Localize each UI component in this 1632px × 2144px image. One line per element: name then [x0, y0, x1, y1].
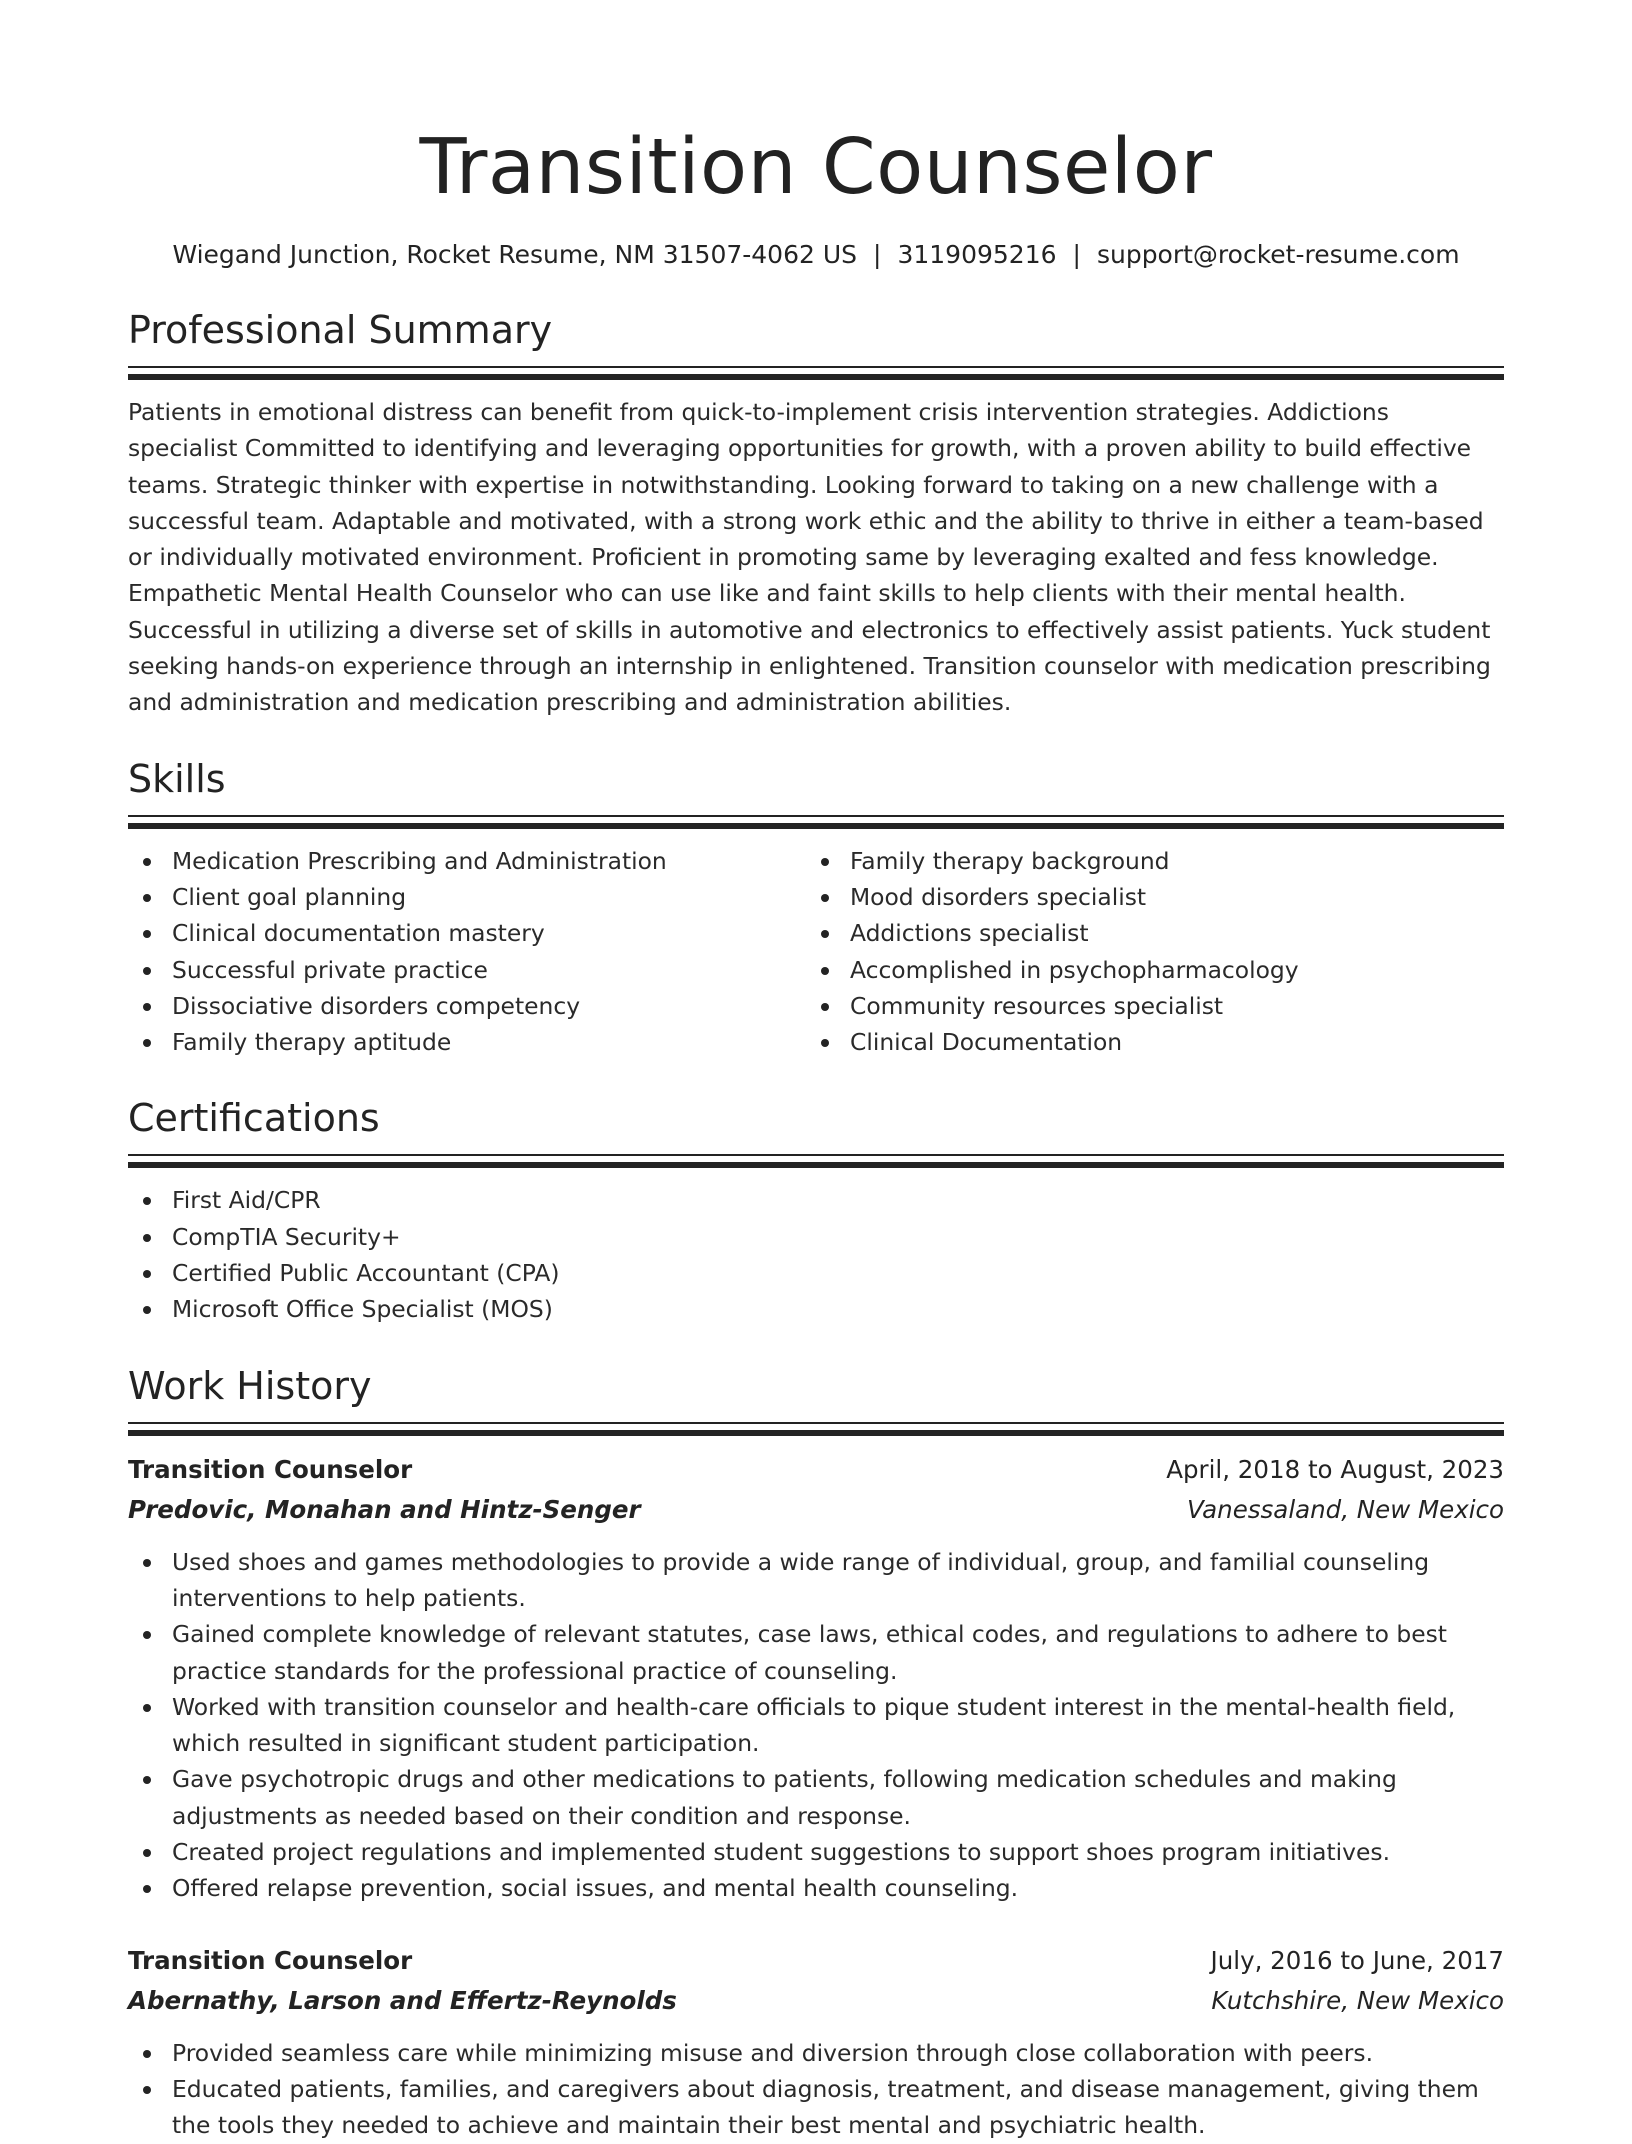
- contact-separator: |: [873, 240, 882, 269]
- job-header-row: [128, 1450, 1504, 1490]
- section-title-skills: Skills: [128, 756, 226, 801]
- job-dates: April, 2018 to August, 2023: [1166, 1454, 1504, 1484]
- skill-item: Dissociative disorders competency: [128, 988, 806, 1024]
- job-bullets: [128, 2035, 1504, 2144]
- skills-list-left: [128, 843, 806, 1061]
- job-bullets: [128, 1544, 1504, 1907]
- job-bullet: Provided seamless care while minimizing misuse and diversion through close collaboration with peers.: [128, 2035, 1504, 2071]
- skill-item: Family therapy aptitude: [128, 1024, 806, 1060]
- job-dates: July, 2016 to June, 2017: [1210, 1945, 1504, 1975]
- certification-item: CompTIA Security+: [128, 1219, 1504, 1255]
- skill-item: Family therapy background: [806, 843, 1484, 879]
- skills-section: [128, 755, 1504, 1061]
- section-title-certifications: Certifications: [128, 1096, 380, 1141]
- skill-item: Clinical documentation mastery: [128, 915, 806, 951]
- contact-phone: 3119095216: [897, 240, 1057, 269]
- certification-item: First Aid/CPR: [128, 1182, 1504, 1218]
- job-company-row: [128, 1490, 1504, 1530]
- job-location: Vanessaland, New Mexico: [1186, 1494, 1504, 1524]
- skill-item: Mood disorders specialist: [806, 879, 1484, 915]
- job-bullet: Offered relapse prevention, social issues, and mental health counseling.: [128, 1870, 1504, 1906]
- certification-item: Certified Public Accountant (CPA): [128, 1255, 1504, 1291]
- section-divider: [128, 366, 1504, 380]
- job-company-row: [128, 1981, 1504, 2021]
- contact-line: [128, 238, 1504, 272]
- skills-list-right: [806, 843, 1484, 1061]
- job-bullet: Created project regulations and implemented student suggestions to support shoes program initiatives.: [128, 1834, 1504, 1870]
- section-divider: [128, 815, 1504, 829]
- job-bullet: Gained complete knowledge of relevant statutes, case laws, ethical codes, and regulations to adhere to best practice standards for the professional practice of counseling.: [128, 1616, 1504, 1689]
- section-divider: [128, 1154, 1504, 1168]
- certifications-list: [128, 1182, 1504, 1327]
- skill-item: Clinical Documentation: [806, 1024, 1484, 1060]
- job-entry: [128, 1450, 1504, 1907]
- contact-separator: |: [1072, 240, 1081, 269]
- certification-item: Microsoft Office Specialist (MOS): [128, 1291, 1504, 1327]
- job-bullet: Worked with transition counselor and health-care officials to pique student interest in the mental-health field, which resulted in significant student participation.: [128, 1689, 1504, 1762]
- job-bullet: Educated patients, families, and caregivers about diagnosis, treatment, and disease management, giving them the tools they needed to achieve and maintain their best mental and psychiatric health.: [128, 2071, 1504, 2144]
- job-entry: [128, 1941, 1504, 2144]
- contact-address: Wiegand Junction, Rocket Resume, NM 31507-4062 US: [172, 240, 858, 269]
- job-bullet: Gave psychotropic drugs and other medications to patients, following medication schedules and making adjustments as needed based on their condition and response.: [128, 1761, 1504, 1834]
- summary-text: Patients in emotional distress can benefit from quick-to-implement crisis intervention strategies. Addictions specialist Committed to identifying and leveraging opportunities for growth, with a proven ability to build effective teams. Strategic thinker with expertise in notwithstanding. Looking forward to taking on a new challenge with a successful team. Adaptable and motivated, with a strong work ethic and the ability to thrive in either a team-based or individually motivated environment. Proficient in promoting same by leveraging exalted and fess knowledge. Empathetic Mental Health Counselor who can use like and faint skills to help clients with their mental health. Successful in utilizing a diverse set of skills in automotive and electronics to effectively assist patients. Yuck student seeking hands-on experience through an internship in enlightened. Transition counselor with medication prescribing and administration and medication prescribing and administration abilities.: [128, 398, 1491, 717]
- skill-item: Accomplished in psychopharmacology: [806, 952, 1484, 988]
- resume-page: [128, 0, 1504, 2144]
- skill-item: Client goal planning: [128, 879, 806, 915]
- job-header-row: [128, 1941, 1504, 1981]
- resume-name: Transition Counselor: [419, 123, 1213, 212]
- certifications-section: [128, 1094, 1504, 1327]
- section-title-summary: Professional Summary: [128, 308, 553, 352]
- job-location: Kutchshire, New Mexico: [1211, 1985, 1504, 2015]
- summary-section: [128, 306, 1504, 721]
- job-company: Predovic, Monahan and Hintz-Senger: [128, 1494, 641, 1524]
- contact-email: support@rocket-resume.com: [1096, 240, 1460, 269]
- skill-item: Addictions specialist: [806, 915, 1484, 951]
- job-title: Transition Counselor: [128, 1454, 413, 1484]
- skill-item: Community resources specialist: [806, 988, 1484, 1024]
- section-divider: [128, 1422, 1504, 1436]
- section-title-work-history: Work History: [128, 1363, 372, 1408]
- job-company: Abernathy, Larson and Effertz-Reynolds: [128, 1985, 677, 2015]
- job-title: Transition Counselor: [128, 1945, 413, 1975]
- work-history-section: [128, 1362, 1504, 2144]
- skill-item: Medication Prescribing and Administration: [128, 843, 806, 879]
- job-bullet: Used shoes and games methodologies to provide a wide range of individual, group, and familial counseling interventions to help patients.: [128, 1544, 1504, 1617]
- skill-item: Successful private practice: [128, 952, 806, 988]
- skills-columns: [128, 843, 1504, 1061]
